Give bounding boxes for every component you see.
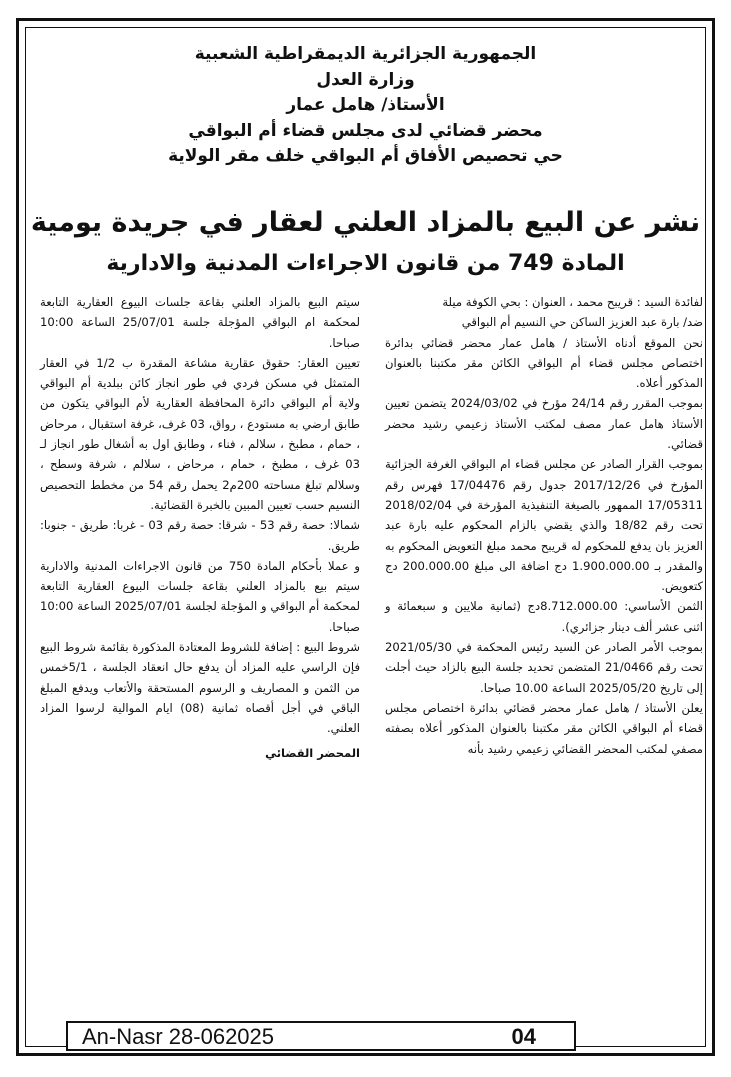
signature: المحضر القضائي [265,745,360,760]
property-description-paragraph: تعيين العقار: حقوق عقارية مشاعة المقدرة ب 1/2 في العقار المتمثل في مسكن فردي في طور انجاز كائن ببلدية أم البواقي ولاية أم البواقي دائرة المحافظة العقارية لأم البواقي يتكون من طابق ارضي به مستودع ، رواق، 03 غرف، غرفة استقبال ، مرحاض ، حمام ، مطبخ ، سلالم ، فناء ، وطابق اول به أشغال طور انجاز لـ 03 غرف ، مطبخ ، حمام ، مرحاض ، سلالم ، شرفة وسطح ، وسلالم تبلغ مساحته 200م2 يحمل رقم 54 من مخطط التحصيص النسيم حسب تعيين المبين بالخبرة القضائية. [40,355,361,512]
footer-newspaper-ref: An-Nasr 28-062025 [82,1024,275,1049]
header-bailiff-title: محضر قضائي لدى مجلس قضاء أم البواقي [188,120,543,141]
base-price-paragraph: الثمن الأساسي: 8.712.000.00دج (ثمانية ملايين و سبعمائة و اثنى عشر ألف دينار جزائري). [385,599,703,634]
article-750-paragraph: و عملا بأحكام المادة 750 من قانون الاجراءات المدنية والادارية سيتم بيع بالمزاد العلني بقاعة جلسات البيوع العقارية التابعة لمحكمة أم البواقي و المؤجلة لجلسة 2025/07/01 الساعة 10:00 صباحا. [40,558,360,634]
sale-conditions-paragraph: شروط البيع : إضافة للشروط المعتادة المذكورة بقائمة شروط البيع فإن الراسي عليه المزاد أن يدفع حال انعقاد الجلسة ، 5/1خمس من الثمن و المصاريف و الرسوم المستحقة والأتعاب ويدفع المبلغ الباقي في أجل أقصاه ثمانية (08) ايام الموالية لرسوا المزاد العلني. [40,640,361,736]
court-ruling-paragraph: بموجب القرار الصادر عن مجلس قضاء ام البواقي الغرفة الجزائية المؤرخ في 2017/12/26 جدول رقم 17/04476 فهرس رقم 17/05311 الممهور بالصيغة التنفيذية المؤرخة في 2018/02/04 تحت رقم 18/82 والذي يقضي بالزام المحكوم عليه بارة عبد العزيز بان يدفع للمحكوم له قريبح محمد مبلغ التعويض المحكوم به والمقدر بـ 1.900.000.00 دج اضافة الى مبلغ 200.000.00 دج كتعويض. [385,457,704,594]
defendant-paragraph: ضد/ بارة عبد العزيز الساكن حي النسيم أم البواقي [461,315,703,330]
header-ministry: وزارة العدل [316,69,415,90]
footer-page-number: 04 [511,1024,536,1049]
bailiff-paragraph: نحن الموقع أدناه الأستاذ / هامل عمار محضر قضائي بدائرة اختصاص مجلس قضاء أم البواقي الكائن مقر مكتبنا بالعنوان المذكور أعلاه. [385,335,703,391]
header-bailiff-name: الأستاذ/ هامل عمار [286,95,445,115]
sale-session-paragraph: سيتم البيع بالمزاد العلني بقاعة جلسات البيوع العقارية التابعة لمحكمة ام البواقي المؤجلة جلسة 25/07/01 الساعة 10:00 صباحا. [40,295,361,350]
footer-bar [66,1021,576,1051]
header-republic: الجمهورية الجزائرية الديمقراطية الشعبية [194,44,537,64]
announcement-paragraph: يعلن الأستاذ / هامل عمار محضر قضائي بدائرة اختصاص مجلس قضاء أم البواقي الكائن مقر مكتبنا بالعنوان المذكور أعلاه بصفته مصفي لمكتب المحضر القضائي زعيمي رشيد بأنه [385,700,703,756]
left-column [40,292,360,763]
boundaries-paragraph: شمالا: حصة رقم 53 - شرقا: حصة رقم 03 - غربا: طريق - جنوبا: طريق. [40,518,360,553]
announcement-subhead: المادة 749 من قانون الاجراءات المدنية والادارية [106,251,625,276]
announcement-header [30,42,701,170]
announcement-headline: نشر عن البيع بالمزاد العلني لعقار في جريدة يومية [30,207,701,238]
beneficiary-paragraph: لفائدة السيد : قريبح محمد ، العنوان : بحي الكوفة ميلة [442,295,703,309]
order-paragraph: بموجب الأمر الصادر عن السيد رئيس المحكمة في 2021/05/30 تحت رقم 21/0466 المتضمن تحديد جلسة البيع بالزاد حيث أجلت إلى تاريخ 2025/05/20 الساعة 10.00 صباحا. [385,640,703,695]
decision-paragraph: بموجب المقرر رقم 24/14 مؤرخ في 2024/03/02 يتضمن تعيين الأستاذ هامل عمار مصف لمكتب الأستاذ زعيمي رشيد محضر قضائي. [385,396,703,452]
header-address: حي تحصيص الأفاق أم البواقي خلف مقر الولاية [168,146,563,166]
right-column [385,292,703,759]
